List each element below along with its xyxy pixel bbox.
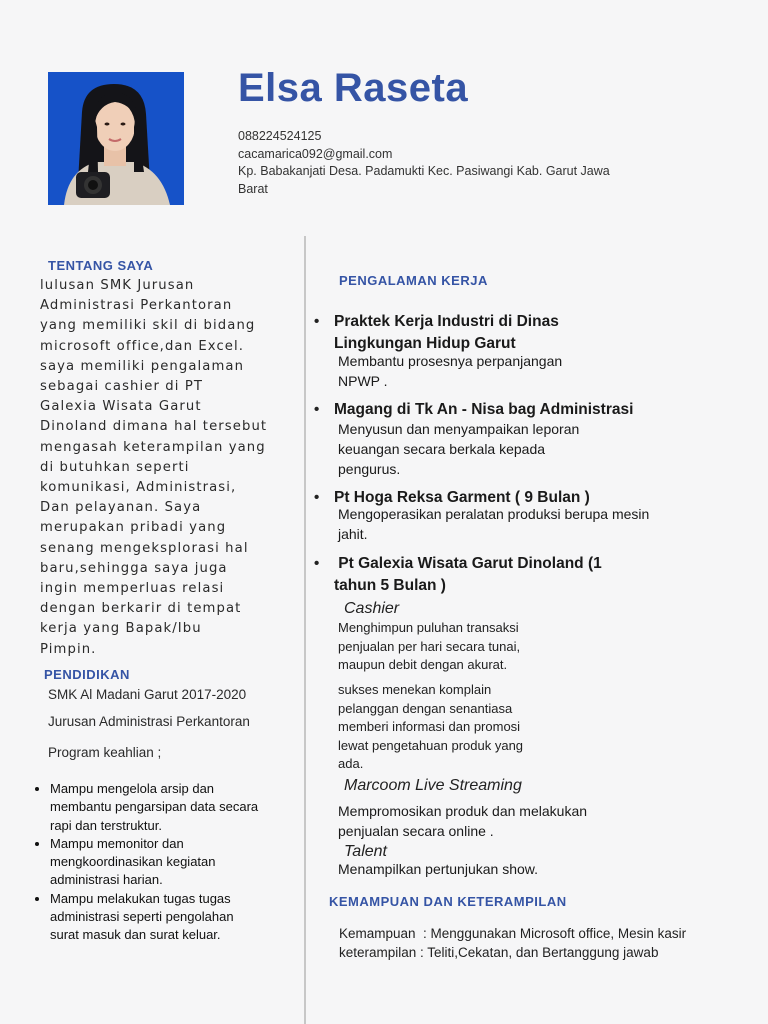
about-line: Pimpin. [40, 641, 97, 657]
role-desc: sukses menekan komplain pelanggan dengan senantiasa memberi informasi dan promosi lewat pengetahuan produk yang ada. [338, 682, 524, 771]
about-line: baru,sehingga saya juga [40, 560, 228, 576]
address-line-1: Kp. Babakanjati Desa. Padamukti Kec. Pasiwangi Kab. Garut Jawa [238, 164, 610, 178]
abilities-text: Kemampuan : Menggunakan Microsoft office, Mesin kasir keterampilan : Teliti,Cekatan, dan Bertanggung jawab [339, 926, 687, 960]
experience-item-title: Pt Galexia Wisata Garut Dinoland (1 tahun 5 Bulan ) [334, 555, 602, 594]
about-line: sebagai cashier di PT [40, 379, 204, 395]
program-skills-list [32, 780, 312, 945]
about-line: kerja yang Bapak/Ibu [40, 621, 202, 637]
experience-item-title: Magang di Tk An - Nisa bag Administrasi [334, 401, 634, 418]
experience-item-desc: Membantu prosesnya perpanjangan NPWP . [338, 353, 563, 389]
list-item: • Mampu melakukan tugas tugas administrasi seperti pengolahan surat masuk dan surat keluar. [50, 890, 312, 945]
bullet-icon: • [314, 401, 320, 418]
about-line: senang mengeksplorasi hal [40, 540, 249, 556]
email-address: cacamarica092@gmail.com [238, 146, 393, 161]
about-line: Dan pelayanan. Saya [40, 500, 202, 516]
role-desc: Menampilkan pertunjukan show. [338, 861, 539, 877]
about-line: dengan berkarir di tempat [40, 601, 242, 617]
phone-number: 088224524125 [238, 129, 322, 143]
address-line-2: Barat [238, 181, 268, 196]
person-photo-illustration [48, 72, 184, 205]
education-title: PENDIDIKAN [44, 667, 130, 682]
about-line: merupakan pribadi yang [40, 520, 227, 536]
education-school: SMK Al Madani Garut 2017-2020 [48, 687, 247, 702]
about-text [40, 276, 290, 660]
list-item: • Mampu memonitor dan mengkoordinasikan kegiatan administrasi harian. [50, 835, 312, 890]
role-title: Talent [344, 843, 387, 860]
about-line: microsoft office,dan Excel. [40, 338, 245, 354]
about-line: di butuhkan seperti [40, 459, 190, 475]
role-desc: Mempromosikan produk dan melakukan penjualan secara online . [338, 803, 588, 839]
about-title: TENTANG SAYA [48, 258, 154, 273]
education-major: Jurusan Administrasi Perkantoran [48, 714, 250, 729]
experience-item-title: Praktek Kerja Industri di Dinas Lingkungan Hidup Garut [334, 313, 559, 352]
role-desc: Menghimpun puluhan transaksi penjualan per hari secara tunai, maupun debit dengan akurat. [338, 620, 521, 672]
about-line: ingin memperluas relasi [40, 581, 225, 597]
bullet-icon: • [314, 489, 320, 506]
contact-info [238, 128, 638, 198]
candidate-name: Elsa Raseta [238, 66, 469, 110]
experience-title: PENGALAMAN KERJA [339, 273, 488, 288]
about-line: Galexia Wisata Garut [40, 399, 202, 415]
experience-item-desc: Menyusun dan menyampaikan leporan keuangan secara berkala kepada pengurus. [338, 421, 580, 477]
bullet-icon: • [314, 555, 320, 572]
about-line: komunikasi, Administrasi, [40, 480, 237, 496]
education-program: Program keahlian ; [48, 745, 162, 760]
role-title: Marcoom Live Streaming [344, 777, 522, 794]
about-line: mengasah keterampilan yang [40, 439, 266, 455]
about-line: Administrasi Perkantoran [40, 298, 233, 314]
abilities-title: KEMAMPUAN DAN KETERAMPILAN [329, 894, 567, 909]
experience-item-title: Pt Hoga Reksa Garment ( 9 Bulan ) [334, 489, 590, 506]
list-item: • Mampu mengelola arsip dan membantu pengarsipan data secara rapi dan terstruktur. [50, 780, 312, 835]
about-line: saya memiliki pengalaman [40, 358, 245, 374]
about-line: yang memiliki skil di bidang [40, 318, 256, 334]
bullet-icon: • [314, 313, 320, 330]
profile-photo [48, 72, 184, 205]
experience-item-desc: Mengoperasikan peralatan produksi berupa mesin jahit. [338, 506, 650, 542]
about-line: lulusan SMK Jurusan [40, 278, 195, 293]
about-line: Dinoland dimana hal tersebut [40, 419, 268, 435]
role-title: Cashier [344, 600, 400, 617]
